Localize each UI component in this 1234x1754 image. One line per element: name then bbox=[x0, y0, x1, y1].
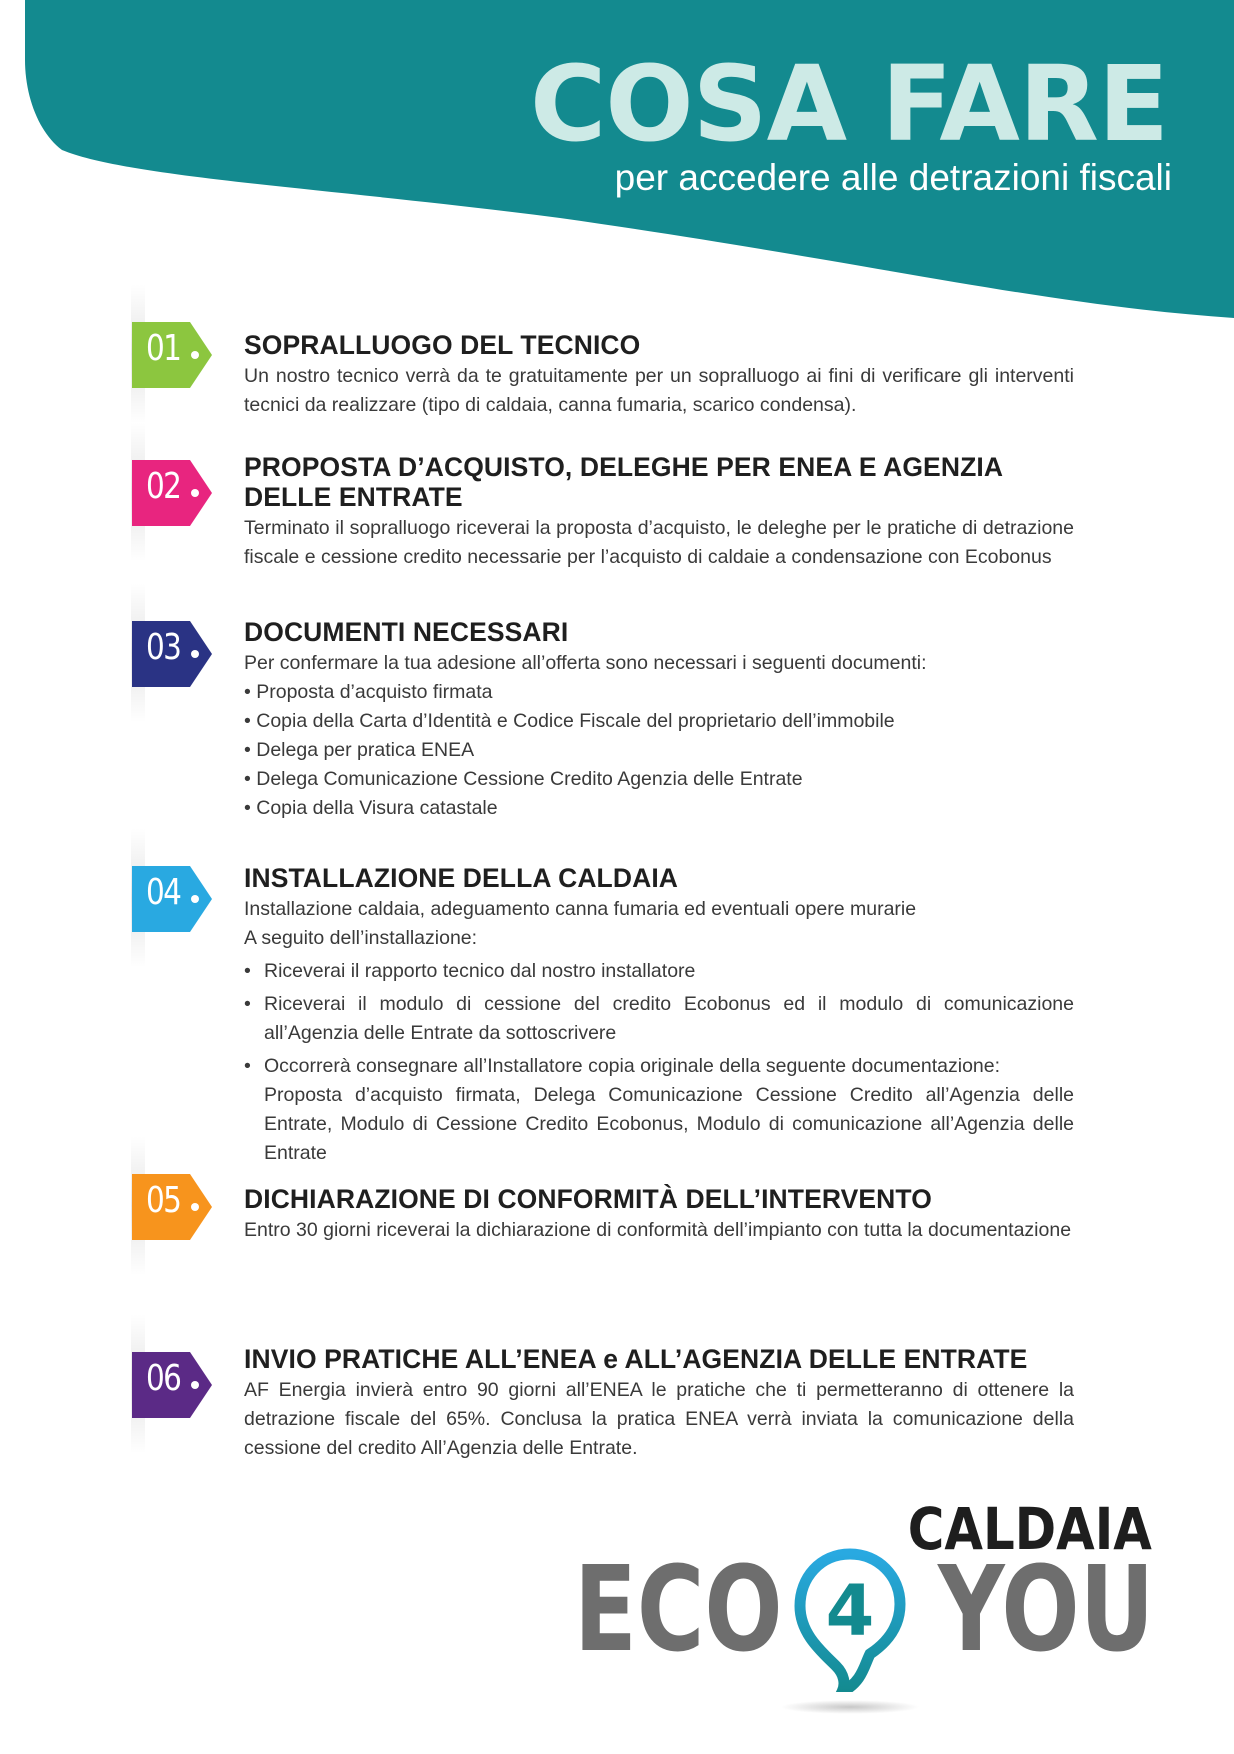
step-content bbox=[244, 1184, 1074, 1245]
step-content bbox=[244, 1344, 1074, 1463]
step-number: 02 bbox=[146, 466, 181, 507]
list-item: • Copia della Visura catastale bbox=[244, 797, 498, 819]
list-item-text: Riceverai il modulo di cessione del credito Ecobonus ed il modulo di comunicazione all’Agenzia delle Entrate da sottoscrivere bbox=[264, 993, 1074, 1044]
step-text: Per confermare la tua adesione all’offerta sono necessari i seguenti documenti: bbox=[244, 652, 927, 674]
logo-eco-text: ECO bbox=[574, 1540, 783, 1678]
list-item: • Proposta d’acquisto firmata bbox=[244, 681, 493, 703]
list-item bbox=[244, 990, 1074, 1048]
step-text: Entro 30 giorni riceverai la dichiarazione di conformità dell’impianto con tutta la documentazione bbox=[244, 1219, 1072, 1241]
step-number-tag bbox=[132, 1174, 212, 1240]
page-subtitle: per accedere alle detrazioni fiscali bbox=[614, 157, 1172, 198]
list-item-text: Riceverai il rapporto tecnico dal nostro installatore bbox=[264, 960, 696, 982]
step-content bbox=[244, 617, 1074, 823]
logo-caldaia-text: CALDAIA bbox=[907, 1495, 1152, 1563]
installation-list bbox=[244, 957, 1074, 1168]
step-text: Terminato il sopralluogo riceverai la proposta d’acquisto, le deleghe per le pratiche di detrazione fiscale e cessione credito necessarie per l’acquisto di caldaie a condensazione con Ecobonus bbox=[244, 517, 1074, 568]
step-content bbox=[244, 330, 1074, 420]
logo-4-glyph: 4 bbox=[825, 1570, 875, 1652]
step-content bbox=[244, 863, 1074, 1172]
step-title: PROPOSTA D’ACQUISTO, DELEGHE PER ENEA E AGENZIA DELLE ENTRATE bbox=[244, 452, 1003, 512]
documents-list bbox=[244, 678, 1074, 823]
logo-you-text: YOU bbox=[937, 1540, 1154, 1678]
step-title: INSTALLAZIONE DELLA CALDAIA bbox=[244, 863, 679, 893]
step-content bbox=[244, 452, 1074, 572]
list-item: • Delega per pratica ENEA bbox=[244, 739, 475, 761]
step-number: 06 bbox=[146, 1358, 181, 1399]
step-text-secondary: A seguito dell’installazione: bbox=[244, 927, 478, 949]
step-number: 04 bbox=[146, 872, 181, 913]
step-number-tag bbox=[132, 866, 212, 932]
list-item-subtext: Proposta d’acquisto firmata, Delega Comunicazione Cessione Credito all’Agenzia delle Entrate, Modulo di Cessione Credito Ecobonus, Modulo di comunicazione all’Agenzia delle Entrate bbox=[264, 1084, 1074, 1164]
step-text: Un nostro tecnico verrà da te gratuitamente per un sopralluogo ai fini di verificare gli interventi tecnici da realizzare (tipo di caldaia, canna fumaria, scarico condensa). bbox=[244, 365, 1074, 416]
page-title: COSA FARE bbox=[529, 43, 1168, 165]
list-item bbox=[244, 1052, 1074, 1168]
list-item: • Delega Comunicazione Cessione Credito Agenzia delle Entrate bbox=[244, 768, 803, 790]
step-number: 05 bbox=[146, 1180, 181, 1221]
bullet: • bbox=[244, 960, 251, 982]
step-title: INVIO PRATICHE ALL’ENEA e ALL’AGENZIA DELLE ENTRATE bbox=[244, 1344, 1028, 1374]
brand-logo bbox=[560, 1495, 1180, 1740]
step-number: 03 bbox=[146, 627, 181, 668]
step-number-tag bbox=[132, 1352, 212, 1418]
step-text: AF Energia invierà entro 90 giorni all’ENEA le pratiche che ti permetteranno di ottenere la detrazione fiscale del 65%. Conclusa la pratica ENEA verrà inviata la comunicazione della cessione del credito All’Agenzia delle Entrate. bbox=[244, 1379, 1074, 1459]
logo-shadow bbox=[780, 1700, 920, 1714]
step-number-tag bbox=[132, 460, 212, 526]
step-title: DOCUMENTI NECESSARI bbox=[244, 617, 569, 647]
step-number-tag bbox=[132, 621, 212, 687]
list-item-text: Occorrerà consegnare all’Installatore copia originale della seguente documentazione: bbox=[264, 1055, 1001, 1077]
bullet: • bbox=[244, 1055, 251, 1077]
list-item: • Copia della Carta d’Identità e Codice Fiscale del proprietario dell’immobile bbox=[244, 710, 895, 732]
list-item bbox=[244, 957, 1074, 986]
step-number-tag bbox=[132, 322, 212, 388]
step-title: DICHIARAZIONE DI CONFORMITÀ DELL’INTERVENTO bbox=[244, 1184, 932, 1214]
step-text: Installazione caldaia, adeguamento canna fumaria ed eventuali opere murarie bbox=[244, 898, 917, 920]
step-title: SOPRALLUOGO DEL TECNICO bbox=[244, 330, 641, 360]
logo-4-drop-icon bbox=[790, 1542, 910, 1692]
bullet: • bbox=[244, 993, 251, 1015]
step-number: 01 bbox=[146, 328, 181, 369]
